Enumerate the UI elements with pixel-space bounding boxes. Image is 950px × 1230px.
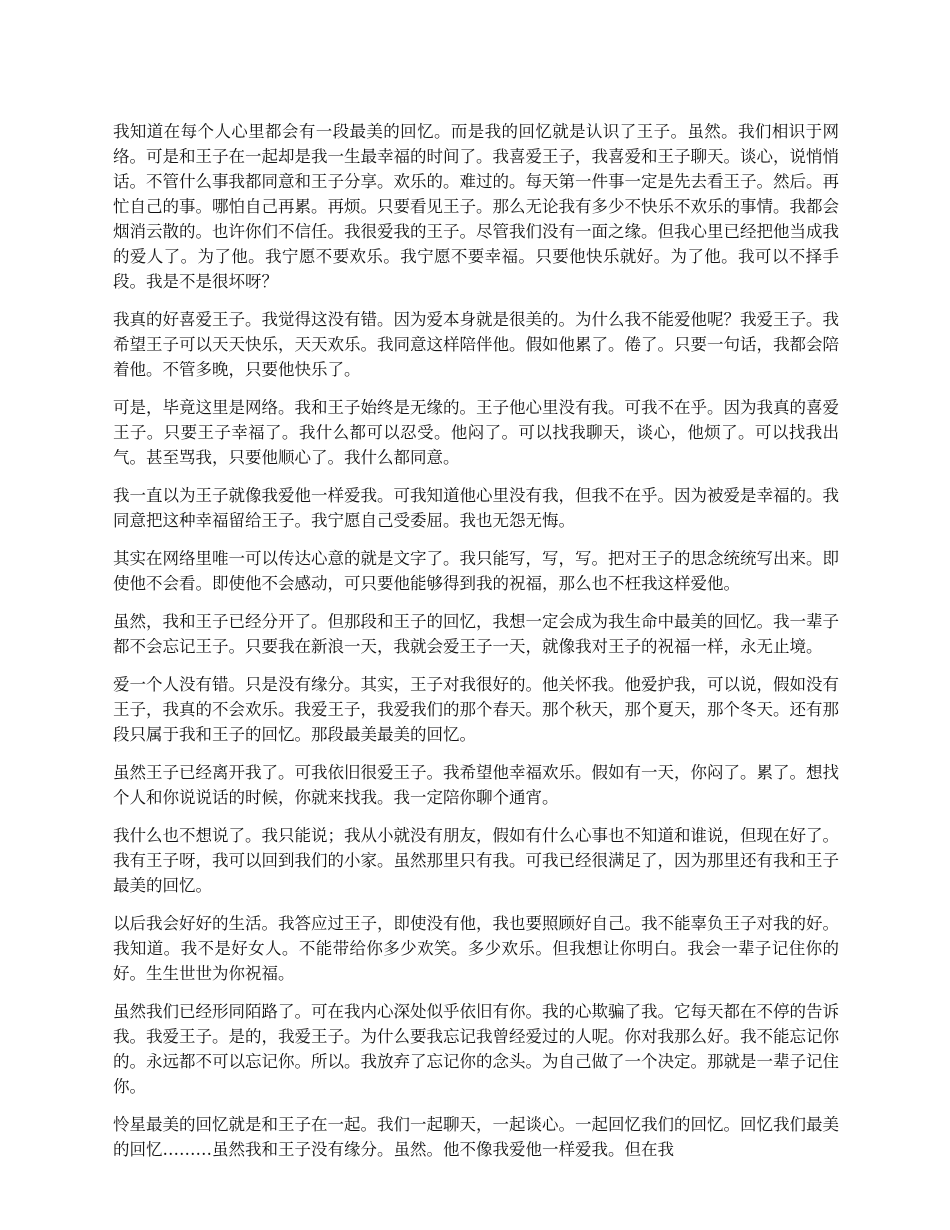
paragraph-7: 爱一个人没有错。只是没有缘分。其实，王子对我很好的。他关怀我。他爱护我，可以说，假如没有王子，我真的不会欢乐。我爱王子，我爱我们的那个春天。那个秋天，那个夏天，那个冬天。还有那段只属于我和王子的回忆。那段最美最美的回忆。 bbox=[113, 675, 839, 744]
paragraph-6: 虽然，我和王子已经分开了。但那段和王子的回忆，我想一定会成为我生命中最美的回忆。我一辈子都不会忘记王子。只要我在新浪一天，我就会爱王子一天，就像我对王子的祝福一样，永无止境。 bbox=[113, 612, 839, 656]
paragraph-12: 怜星最美的回忆就是和王子在一起。我们一起聊天，一起谈心。一起回忆我们的回忆。回忆我们最美的回忆………虽然我和王子没有缘分。虽然。他不像我爱他一样爱我。但在我 bbox=[113, 1115, 839, 1159]
paragraph-5: 其实在网络里唯一可以传达心意的就是文字了。我只能写，写，写。把对王子的思念统统写出来。即使他不会看。即使他不会感动，可只要他能够得到我的祝福，那么也不枉我这样爱他。 bbox=[113, 549, 839, 593]
paragraph-9: 我什么也不想说了。我只能说；我从小就没有朋友，假如有什么心事也不知道和谁说，但现在好了。我有王子呀，我可以回到我们的小家。虽然那里只有我。可我已经很满足了，因为那里还有我和王子最美的回忆。 bbox=[113, 826, 839, 895]
paragraph-3: 可是，毕竟这里是网络。我和王子始终是无缘的。王子他心里没有我。可我不在乎。因为我真的喜爱王子。只要王子幸福了。我什么都可以忍受。他闷了。可以找我聊天，谈心，他烦了。可以找我出气。甚至骂我，只要他顺心了。我什么都同意。 bbox=[113, 398, 839, 467]
paragraph-11: 虽然我们已经形同陌路了。可在我内心深处似乎依旧有你。我的心欺骗了我。它每天都在不停的告诉我。我爱王子。是的，我爱王子。为什么要我忘记我曾经爱过的人呢。你对我那么好。我不能忘记你的。永远都不可以忘记你。所以。我放弃了忘记你的念头。为自己做了一个决定。那就是一辈子记住你。 bbox=[113, 1002, 839, 1096]
paragraph-1: 我知道在每个人心里都会有一段最美的回忆。而是我的回忆就是认识了王子。虽然。我们相识于网络。可是和王子在一起却是我一生最幸福的时间了。我喜爱王子，我喜爱和王子聊天。谈心，说悄悄话。不管什么事我都同意和王子分享。欢乐的。难过的。每天第一件事一定是先去看王子。然后。再忙自己的事。哪怕自己再累。再烦。只要看见王子。那么无论我有多少不快乐不欢乐的事情。我都会烟消云散的。也许你们不信任。我很爱我的王子。尽管我们没有一面之缘。但我心里已经把他当成我的爱人了。为了他。我宁愿不要欢乐。我宁愿不要幸福。只要他快乐就好。为了他。我可以不择手段。我是不是很坏呀？ bbox=[113, 122, 839, 291]
paragraph-4: 我一直以为王子就像我爱他一样爱我。可我知道他心里没有我，但我不在乎。因为被爱是幸福的。我同意把这种幸福留给王子。我宁愿自己受委屈。我也无怨无悔。 bbox=[113, 486, 839, 530]
document-body bbox=[113, 119, 839, 1175]
paragraph-10: 以后我会好好的生活。我答应过王子，即使没有他，我也要照顾好自己。我不能辜负王子对我的好。我知道。我不是好女人。不能带给你多少欢笑。多少欢乐。但我想让你明白。我会一辈子记住你的好。生生世世为你祝福。 bbox=[113, 914, 839, 983]
paragraph-8: 虽然王子已经离开我了。可我依旧很爱王子。我希望他幸福欢乐。假如有一天，你闷了。累了。想找个人和你说说话的时候，你就来找我。我一定陪你聊个通宵。 bbox=[113, 763, 839, 807]
paragraph-2: 我真的好喜爱王子。我觉得这没有错。因为爱本身就是很美的。为什么我不能爱他呢？我爱王子。我希望王子可以天天快乐，天天欢乐。我同意这样陪伴他。假如他累了。倦了。只要一句话，我都会陪着他。不管多晚，只要他快乐了。 bbox=[113, 310, 839, 379]
